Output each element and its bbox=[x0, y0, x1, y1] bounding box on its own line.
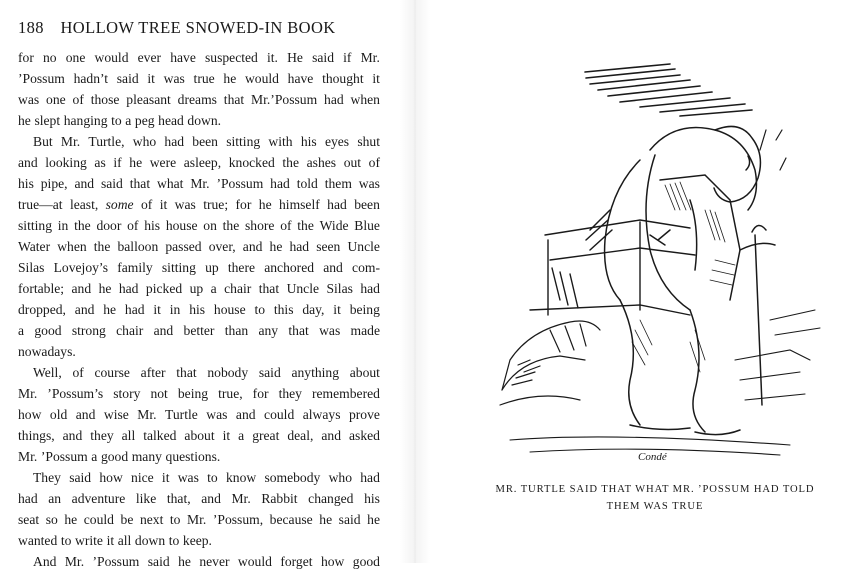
rocks bbox=[500, 321, 600, 405]
text-line: Mr. ’Possum a good many questions. bbox=[18, 449, 221, 464]
text-line: sitting in the door of his house on the shore of the Wide Blue bbox=[18, 218, 380, 233]
right-page bbox=[430, 0, 849, 563]
text-line: dropped, and he had it in his house to this day, it being bbox=[18, 302, 380, 317]
text-line: ’Possum hadn’t said it was true he would have thought it bbox=[18, 71, 380, 86]
illustration-mr-turtle bbox=[490, 60, 825, 470]
text-line: nowadays. bbox=[18, 344, 76, 359]
hatched-wall bbox=[585, 64, 752, 116]
illustration-caption bbox=[470, 481, 840, 515]
text-line: how old and wise Mr. Turtle was and could always prove bbox=[18, 407, 380, 422]
text-line: Mr. ’Possum’s story not being true, for they remembered bbox=[18, 386, 380, 401]
text-line: Silas Lovejoy’s family sitting up there anchored and com- bbox=[18, 260, 380, 275]
running-title: HOLLOW TREE SNOWED-IN BOOK bbox=[60, 18, 336, 37]
text-line: for no one would ever have suspected it. He said if Mr. bbox=[18, 50, 380, 65]
turtle-figure bbox=[586, 126, 775, 434]
text-line: Well, of course after that nobody said anything about bbox=[33, 365, 380, 380]
caption-line-1: MR. TURTLE SAID THAT WHAT MR. ’POSSUM HAD TOLD bbox=[495, 484, 815, 495]
text-line: things, and they all talked about it a great deal, and asked bbox=[18, 428, 380, 443]
text-line: wanted to write it all down to keep. bbox=[18, 533, 212, 548]
text-line: his pipe, and said that what Mr. ’Possum had told them was bbox=[18, 176, 380, 191]
text-line: fortable; and he had picked up a chair that Uncle Silas had bbox=[18, 281, 380, 296]
left-page bbox=[0, 0, 405, 569]
text-line: Water when the balloon passed over, and he had seen Uncle bbox=[18, 239, 380, 254]
text-line: seat so he could be next to Mr. ’Possum, because he said he bbox=[18, 512, 380, 527]
artist-signature: Condé bbox=[638, 451, 667, 463]
floor bbox=[510, 310, 820, 455]
text-line: and looking as if he were asleep, knocked the ashes out of bbox=[18, 155, 380, 170]
text-line: They said how nice it was to know somebody who had bbox=[33, 470, 380, 485]
page-number: 188 bbox=[18, 18, 44, 37]
caption-line-2: THEM WAS TRUE bbox=[606, 501, 704, 512]
text-line: was one of those pleasant dreams that Mr.’Possum had when bbox=[18, 92, 380, 107]
running-head bbox=[18, 18, 336, 38]
text-line: But Mr. Turtle, who had been sitting with his eyes shut bbox=[33, 134, 380, 149]
body-text bbox=[18, 47, 380, 572]
text-line: a good strong chair and better than any that was made bbox=[18, 323, 380, 338]
text-line: true—at least, some of it was true; for he himself had been bbox=[18, 197, 380, 212]
text-line: had an adventure like that, and Mr. Rabbit changed his bbox=[18, 491, 380, 506]
text-line: And Mr. ’Possum said he never would forget how good bbox=[33, 554, 380, 569]
text-line: he slept hanging to a peg head down. bbox=[18, 113, 222, 128]
book-gutter bbox=[400, 0, 430, 563]
bench bbox=[530, 220, 695, 315]
